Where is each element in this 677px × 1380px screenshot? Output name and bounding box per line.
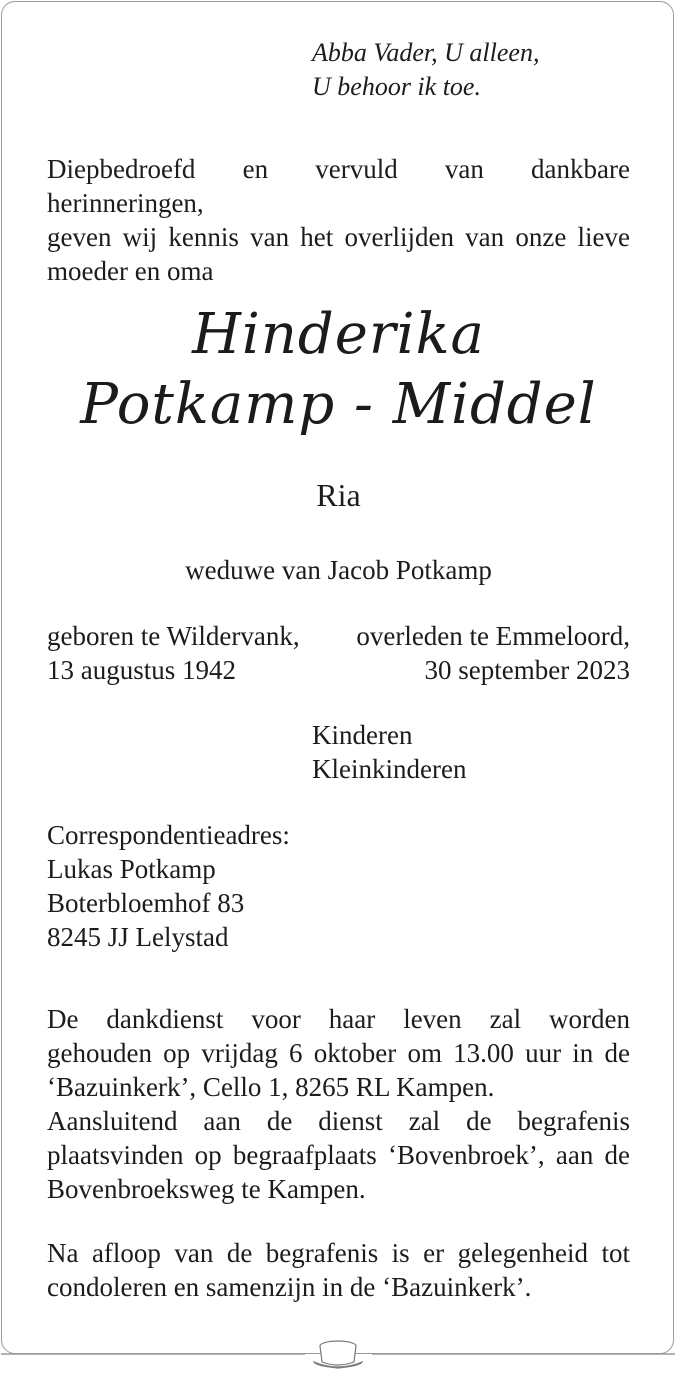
service-line-3: ‘Bazuinkerk’, Cello 1, 8265 RL Kampen. xyxy=(47,1072,495,1102)
intro-line-3: moeder en oma xyxy=(47,256,214,286)
deceased-first-name: Hinderika xyxy=(192,302,485,367)
birth-info xyxy=(47,619,300,687)
family-grandchildren: Kleinkinderen xyxy=(312,754,467,784)
correspondence-name: Lukas Potkamp xyxy=(47,854,216,884)
motto xyxy=(312,36,539,104)
service-line-4: Aansluitend aan de dienst zal de begrafenis xyxy=(47,1106,630,1136)
birth-date: 13 augustus 1942 xyxy=(47,655,236,685)
death-date: 30 september 2023 xyxy=(424,655,630,685)
service-line-6: Bovenbroeksweg te Kampen. xyxy=(47,1174,366,1204)
correspondence-city: 8245 JJ Lelystad xyxy=(47,922,229,952)
family-list xyxy=(312,718,466,786)
death-place: overleden te Emmeloord, xyxy=(356,621,630,651)
service-line-1: De dankdienst voor haar leven zal worden xyxy=(47,1004,630,1034)
widow-of: weduwe van Jacob Potkamp xyxy=(185,555,492,585)
correspondence-address xyxy=(47,818,290,954)
birth-place: geboren te Wildervank, xyxy=(47,621,300,651)
intro-text xyxy=(47,152,630,288)
intro-line-2: geven wij kennis van het overlijden van onze lieve xyxy=(47,222,630,252)
condolence-details xyxy=(47,1236,630,1304)
nickname: Ria xyxy=(316,477,361,513)
service-line-5: plaatsvinden op begraafplaats ‘Bovenbroek’, aan de xyxy=(47,1140,630,1170)
correspondence-street: Boterbloemhof 83 xyxy=(47,888,245,918)
after-line-2: condoleren en samenzijn in de ‘Bazuinkerk’. xyxy=(47,1272,532,1302)
deceased-surname: Potkamp - Middel xyxy=(80,372,597,437)
service-line-2: gehouden op vrijdag 6 oktober om 13.00 uur in de xyxy=(47,1038,630,1068)
death-info xyxy=(356,619,630,687)
after-line-1: Na afloop van de begrafenis is er gelegenheid tot xyxy=(47,1238,630,1268)
intro-line-1: Diepbedroefd en vervuld van dankbare herinneringen, xyxy=(47,154,630,218)
family-children: Kinderen xyxy=(312,720,413,750)
correspondence-heading: Correspondentieadres: xyxy=(47,820,290,850)
hat-ornament-icon xyxy=(0,1336,677,1376)
service-details xyxy=(47,1002,630,1206)
motto-line-2: U behoor ik toe. xyxy=(312,72,481,101)
motto-line-1: Abba Vader, U alleen, xyxy=(312,38,540,67)
